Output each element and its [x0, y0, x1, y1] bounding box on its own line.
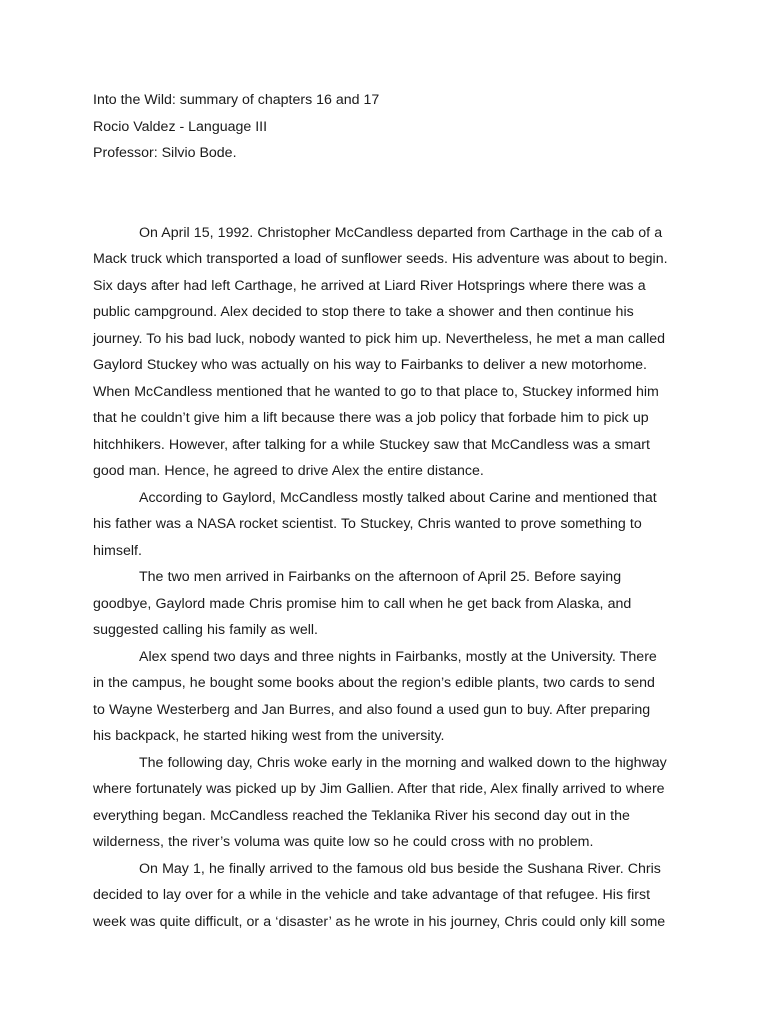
professor-line: Professor: Silvio Bode. — [93, 145, 237, 161]
document-body — [93, 220, 668, 936]
document-title: Into the Wild: summary of chapters 16 and 17 — [93, 92, 380, 108]
paragraph: Alex spend two days and three nights in Fairbanks, mostly at the University. There in the campus, he bought some books about the region’s edible plants, two cards to send to Wayne Westerberg and Jan Burres, and also found a used gun to buy. After preparing his backpack, he started hiking west from the university. — [93, 648, 657, 744]
author-line: Rocio Valdez - Language III — [93, 118, 268, 135]
paragraph: On April 15, 1992. Christopher McCandless departed from Carthage in the cab of a Mack truck which transported a load of sunflower seeds. His adventure was about to begin. Six days after had left Carthage, he arrived at Liard River Hotsprings where there was a public campground. Alex decided to stop there to take a shower and then continue his journey. To his bad luck, nobody wanted to pick him up. Nevertheless, he met a man called Gaylord Stuckey who was actually on his way to Fairbanks to deliver a new motorhome. When McCandless mentioned that he wanted to go to that place to, Stuckey informed him that he couldn’t give him a lift because there was a job policy that forbade him to pick up hitchhikers. However, after talking for a while Stuckey saw that McCandless was a smart good man. Hence, he agreed to drive Alex the entire distance. — [93, 224, 668, 479]
paragraph: The following day, Chris woke early in the morning and walked down to the highway where fortunately was picked up by Jim Gallien. After that ride, Alex finally arrived to where everything began. McCandless reached the Teklanika River his second day out in the wilderness, the river’s voluma was quite low so he could cross with no problem. — [93, 754, 667, 850]
paragraph: On May 1, he finally arrived to the famous old bus beside the Sushana River. Chris decided to lay over for a while in the vehicle and take advantage of that refugee. His first week was quite difficult, or a ‘disaster’ as he wrote in his journey, Chris could only kill some — [93, 860, 666, 930]
document-header — [93, 87, 668, 167]
paragraph: The two men arrived in Fairbanks on the afternoon of April 25. Before saying goodbye, Gaylord made Chris promise him to call when he get back from Alaska, and suggested calling his family as well. — [93, 569, 632, 638]
paragraph: According to Gaylord, McCandless mostly talked about Carine and mentioned that his father was a NASA rocket scientist. To Stuckey, Chris wanted to prove something to himself. — [93, 489, 657, 559]
